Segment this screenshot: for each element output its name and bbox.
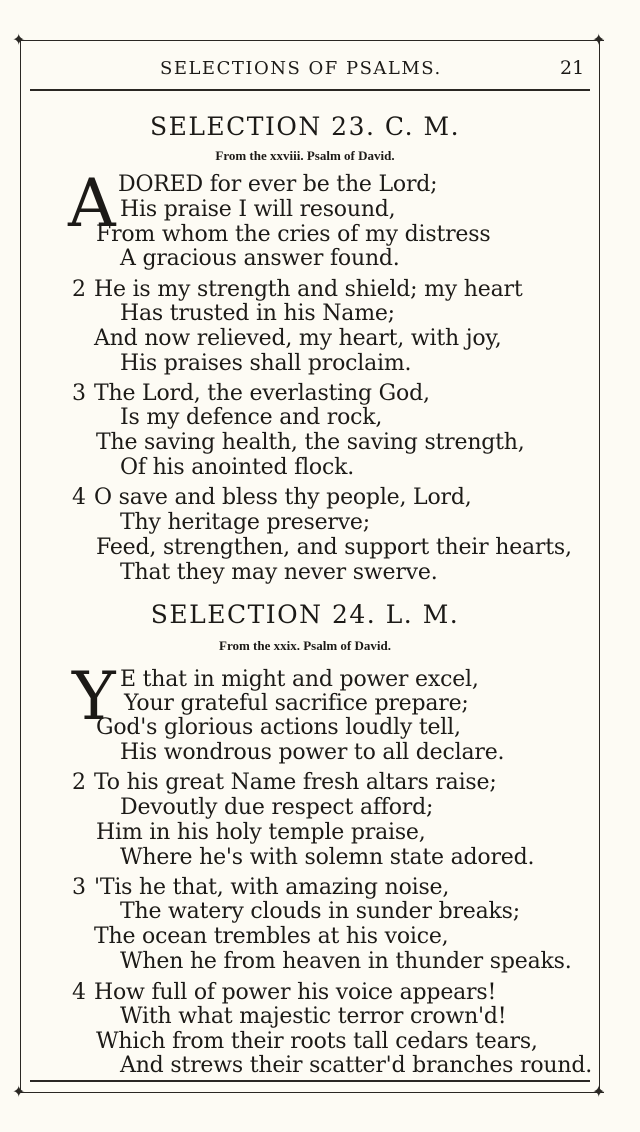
verse-line: Is my defence and rock, <box>120 405 383 430</box>
frame-bottom-rule <box>18 1092 604 1093</box>
corner-ornament-icon: ✦ <box>12 30 26 49</box>
verse-number: 4 <box>72 485 86 510</box>
verse-line: Thy heritage preserve; <box>120 510 370 535</box>
verse-line: A gracious answer found. <box>120 246 400 271</box>
verse-line: The watery clouds in sunder breaks; <box>120 899 520 924</box>
verse-line: Your grateful sacrifice prepare; <box>124 691 469 716</box>
verse-line: The ocean trembles at his voice, <box>94 924 449 949</box>
verse-line: Where he's with solemn state adored. <box>120 845 535 870</box>
corner-ornament-icon: ✦ <box>592 1082 606 1101</box>
verse-line: Which from their roots tall cedars tears, <box>96 1029 538 1054</box>
verse-line: His wondrous power to all declare. <box>120 740 505 765</box>
verse-line: How full of power his voice appears! <box>94 980 497 1005</box>
verse-line: Devoutly due respect afford; <box>120 795 434 820</box>
verse-line: The Lord, the everlasting God, <box>94 381 430 406</box>
page-number: 21 <box>560 57 585 79</box>
corner-ornament-icon: ✦ <box>12 1082 26 1101</box>
verse-line: That they may never swerve. <box>120 560 438 585</box>
selection-title: SELECTION 23. C. M. <box>149 112 461 141</box>
verse-line: With what majestic terror crown'd! <box>120 1004 507 1029</box>
verse-line: And strews their scatter'd branches round. <box>120 1053 593 1078</box>
frame-left-rule <box>20 40 21 1092</box>
verse-line: From whom the cries of my distress <box>96 222 491 247</box>
verse-line: E that in might and power excel, <box>120 667 479 692</box>
verse-line: Him in his holy temple praise, <box>96 820 426 845</box>
verse-line: 'Tis he that, with amazing noise, <box>94 875 450 900</box>
verse-line: Of his anointed flock. <box>120 455 355 480</box>
running-title: SELECTIONS OF PSALMS. <box>160 58 442 79</box>
verse-number: 4 <box>72 980 86 1005</box>
verse-line: God's glorious actions loudly tell, <box>96 715 461 740</box>
verse-number: 2 <box>72 277 86 302</box>
verse-line: DORED for ever be the Lord; <box>118 172 438 197</box>
verse-number: 3 <box>72 381 86 406</box>
verse-line: And now relieved, my heart, with joy, <box>94 326 502 351</box>
drop-cap: Y <box>72 658 116 735</box>
footer-rule <box>30 1080 590 1082</box>
verse-line: His praise I will resound, <box>120 197 396 222</box>
verse-line: Feed, strengthen, and support their hearts, <box>96 535 572 560</box>
selection-subtitle: From the xxix. Psalm of David. <box>219 638 391 653</box>
verse-line: Has trusted in his Name; <box>120 301 395 326</box>
frame-top-rule <box>18 40 604 41</box>
corner-ornament-icon: ✦ <box>592 30 606 49</box>
selection-subtitle: From the xxviii. Psalm of David. <box>215 148 395 163</box>
verse-line: He is my strength and shield; my heart <box>94 277 523 302</box>
drop-cap: A <box>68 165 116 242</box>
verse-line: His praises shall proclaim. <box>120 351 412 376</box>
verse-line: The saving health, the saving strength, <box>96 430 525 455</box>
verse-line: O save and bless thy people, Lord, <box>94 485 472 510</box>
verse-line: When he from heaven in thunder speaks. <box>120 949 572 974</box>
frame-right-rule <box>599 40 600 1092</box>
header-rule <box>30 89 590 91</box>
verse-number: 2 <box>72 770 86 795</box>
selection-title: SELECTION 24. L. M. <box>150 600 460 629</box>
verse-number: 3 <box>72 875 86 900</box>
verse-line: To his great Name fresh altars raise; <box>94 770 497 795</box>
